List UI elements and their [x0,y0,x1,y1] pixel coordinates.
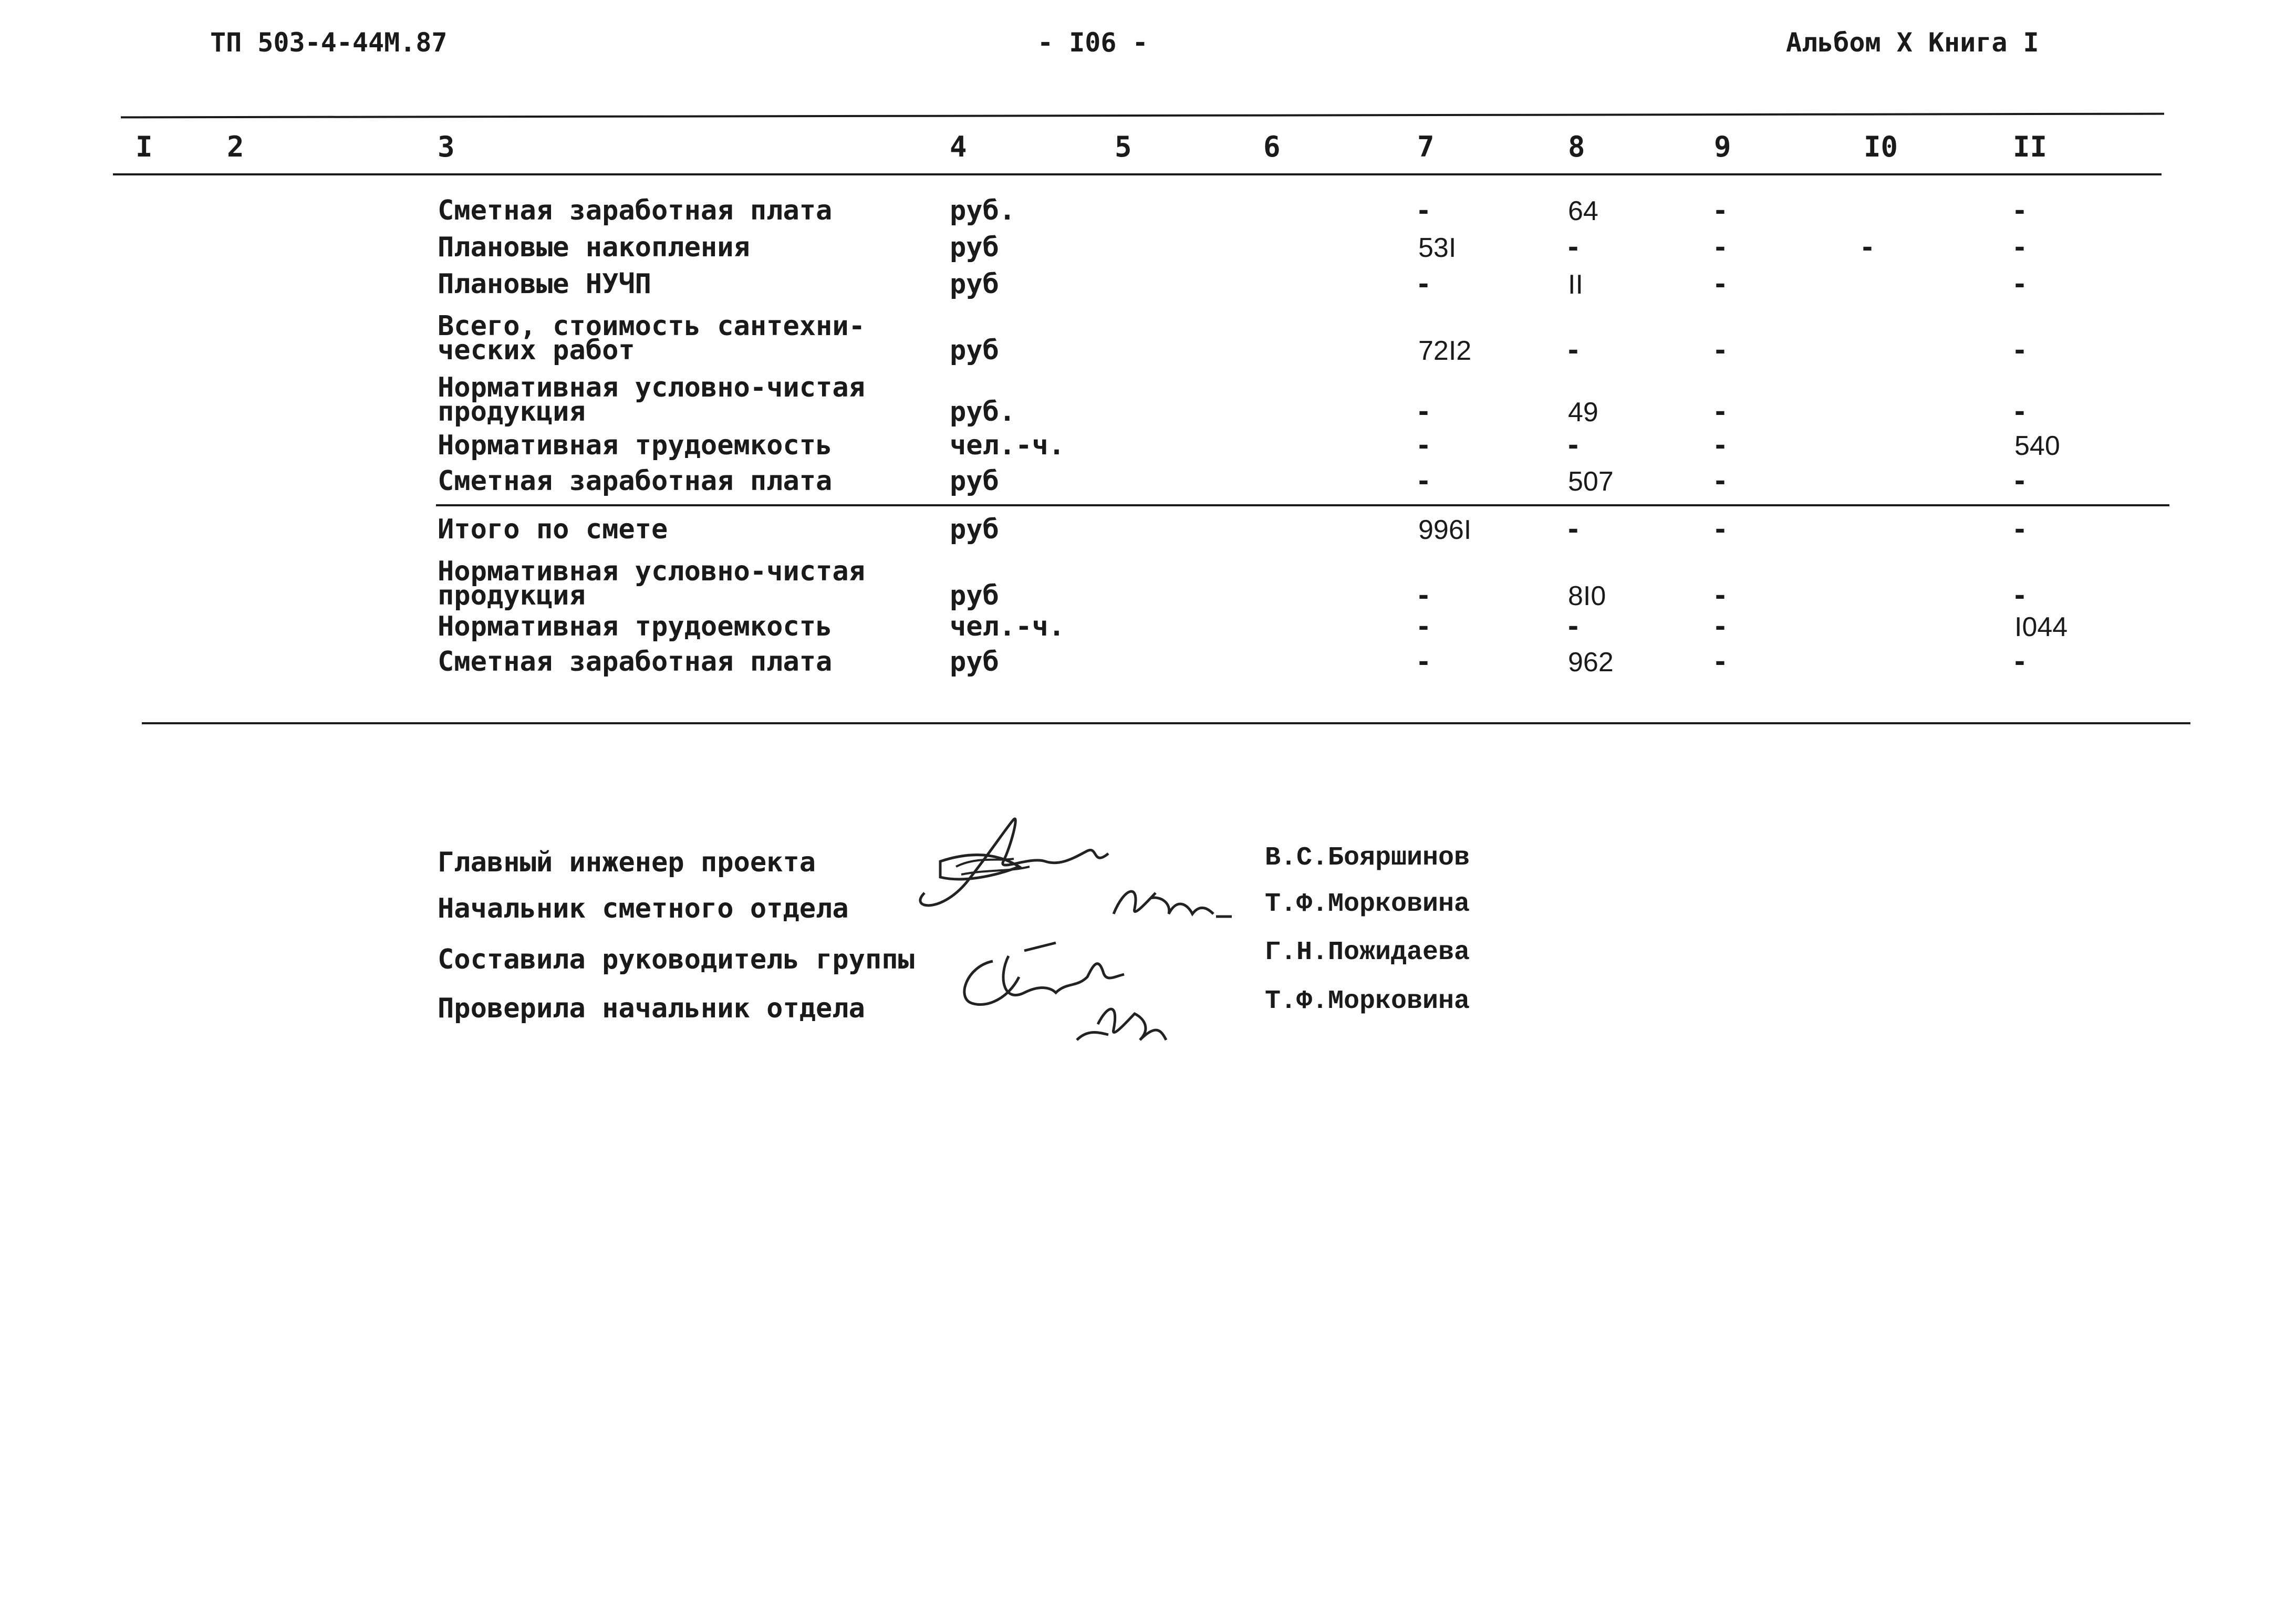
signature-role-3: Составила руководитель группы [438,944,915,975]
col-num-4: 4 [950,130,967,163]
row-name-line-2: продукция [438,396,586,428]
col-num-8: 8 [1568,130,1585,163]
col-num-5: 5 [1115,130,1132,163]
row-name [438,268,651,300]
signature-name-1: В.С.Бояршинов [1265,843,1470,873]
row-name [438,646,833,678]
row-value-c8: 507 [1568,466,1614,497]
row-name [438,310,865,366]
row-name-line-1: Итого по смете [438,514,668,545]
row-value-c9: - [1715,228,1726,264]
row-value-c11: - [2014,192,2025,227]
row-value-c8: 962 [1568,647,1614,678]
signature-name-2: Т.Ф.Морковина [1265,889,1470,919]
signature-name-4: Т.Ф.Морковина [1265,986,1470,1016]
row-unit: руб [950,646,999,678]
row-name [438,514,668,545]
table-bottom-rule [142,722,2190,724]
row-unit: руб [950,335,999,366]
row-name-line-1: Нормативная трудоемкость [438,430,833,461]
col-num-6: 6 [1263,130,1281,163]
row-unit: руб [950,465,999,497]
row-name [438,465,833,497]
col-num-1: I [136,130,153,163]
col-num-7: 7 [1417,130,1435,163]
row-name-line-1: Всего, стоимость сантехни- [438,310,865,342]
signature-role-1: Главный инженер проекта [438,847,816,878]
row-value-c8: - [1568,426,1578,462]
row-value-c11: I044 [2014,612,2068,642]
row-unit: руб. [950,195,1016,226]
row-name [438,556,865,611]
signature-role-2: Начальник сметного отдела [438,893,849,924]
row-value-c9: - [1715,265,1726,300]
col-num-2: 2 [227,130,244,163]
page-number: - I06 - [1037,27,1148,58]
row-value-c11: - [2014,265,2025,300]
row-value-c9: - [1715,393,1726,428]
table-top-rule [121,113,2164,119]
row-value-c11: - [2014,393,2025,428]
row-value-c8: II [1568,269,1583,300]
row-value-c10: - [1862,228,1873,264]
subtotal-rule [436,504,2169,506]
row-name-line-1: Нормативная трудоемкость [438,611,833,642]
album-label: Альбом X Книга I [1786,27,2039,58]
row-value-c11: - [2014,511,2025,546]
row-value-c9: - [1715,192,1726,227]
row-value-c9: - [1715,577,1726,612]
row-name-line-2: продукция [438,580,586,611]
handwritten-signature-1 [909,804,1129,924]
row-value-c7: - [1418,393,1429,428]
row-name [438,372,865,428]
row-name-line-1: Нормативная условно-чистая [438,556,865,587]
row-value-c9: - [1715,643,1726,678]
row-name-line-1: Нормативная условно-чистая [438,372,865,403]
row-unit: руб [950,268,999,300]
handwritten-signature-3 [951,935,1171,1061]
row-value-c7: 53I [1418,233,1457,263]
row-value-c11: 540 [2014,431,2060,461]
document-code: ТП 503-4-44М.87 [210,27,448,58]
row-value-c9: - [1715,608,1726,643]
row-value-c11: - [2014,331,2025,367]
signature-name-3: Г.Н.Пожидаева [1265,938,1470,967]
row-value-c7: - [1418,426,1429,462]
row-value-c11: - [2014,228,2025,264]
row-name-line-1: Плановые НУЧП [438,268,651,300]
row-value-c11: - [2014,577,2025,612]
row-name-line-1: Сметная заработная плата [438,465,833,497]
row-value-c8: - [1568,608,1578,643]
row-value-c8: 49 [1568,397,1598,428]
row-unit: руб [950,580,999,611]
row-unit: чел.-ч. [950,611,1065,642]
row-value-c7: 72I2 [1418,336,1472,366]
col-num-10: I0 [1864,130,1898,163]
row-value-c9: - [1715,511,1726,546]
row-value-c7: 996I [1418,515,1472,545]
row-name [438,232,750,263]
row-name-line-2: ческих работ [438,335,635,366]
handwritten-signature-2 [1103,867,1240,935]
row-name-line-1: Плановые накопления [438,232,750,263]
row-value-c7: - [1418,192,1429,227]
row-value-c11: - [2014,462,2025,497]
row-value-c9: - [1715,426,1726,462]
col-num-9: 9 [1714,130,1731,163]
row-value-c11: - [2014,643,2025,678]
row-name [438,430,833,461]
row-unit: руб. [950,396,1016,428]
row-value-c7: - [1418,265,1429,300]
row-name [438,611,833,642]
row-value-c7: - [1418,643,1429,678]
row-unit: руб [950,232,999,263]
row-unit: чел.-ч. [950,430,1065,461]
col-num-3: 3 [438,130,455,163]
row-value-c7: - [1418,462,1429,497]
row-name-line-1: Сметная заработная плата [438,646,833,678]
row-value-c7: - [1418,608,1429,643]
row-unit: руб [950,514,999,545]
row-name-line-1: Сметная заработная плата [438,195,833,226]
row-value-c9: - [1715,331,1726,367]
row-value-c8: - [1568,511,1578,546]
signature-role-4: Проверила начальник отдела [438,993,865,1024]
row-value-c7: - [1418,577,1429,612]
row-value-c8: - [1568,331,1578,367]
row-value-c8: 8I0 [1568,581,1606,611]
row-value-c8: 64 [1568,196,1598,226]
row-value-c9: - [1715,462,1726,497]
col-num-11: II [2013,130,2048,163]
header-bottom-rule [113,173,2162,175]
row-value-c8: - [1568,228,1578,264]
row-name [438,195,833,226]
